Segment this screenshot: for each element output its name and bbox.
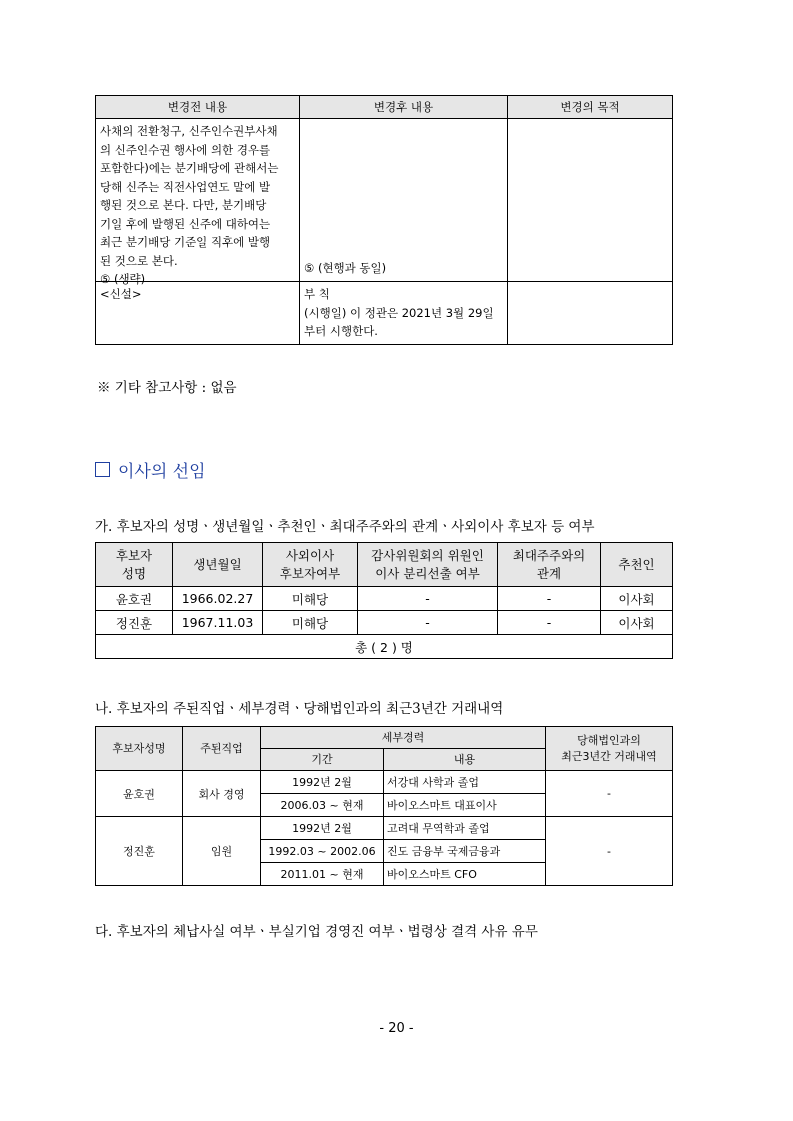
section-heading xyxy=(95,457,206,482)
header-birth: 생년월일 xyxy=(173,543,263,587)
cell-audit: - xyxy=(358,611,498,635)
after-content-cell xyxy=(300,119,508,282)
header-content: 내용 xyxy=(384,749,546,771)
career-period: 1992년 2월 xyxy=(261,817,384,840)
reference-note: ※ 기타 참고사항 : 없음 xyxy=(97,380,237,396)
cell-recommender: 이사회 xyxy=(601,611,673,635)
header-outside-director: 사외이사 후보자여부 xyxy=(263,543,358,587)
career-period: 2006.03 ~ 현재 xyxy=(261,794,384,817)
header-career: 세부경력 xyxy=(261,727,546,749)
career-job-1: 회사 경영 xyxy=(183,771,261,817)
cell-outside: 미해당 xyxy=(263,587,358,611)
checkbox-square-icon xyxy=(95,462,110,477)
header-after: 변경후 내용 xyxy=(300,96,508,119)
career-period: 2011.01 ~ 현재 xyxy=(261,863,384,886)
career-content: 고려대 무역학과 졸업 xyxy=(384,817,546,840)
cell-name: 윤호권 xyxy=(96,587,173,611)
table-row xyxy=(96,817,673,840)
purpose-cell-2 xyxy=(508,282,673,345)
total-count: 총 ( 2 ) 명 xyxy=(96,635,673,659)
career-job-2: 임원 xyxy=(183,817,261,886)
cell-birth: 1966.02.27 xyxy=(173,587,263,611)
header-transactions: 당해법인과의 최근3년간 거래내역 xyxy=(546,727,673,771)
cell-recommender: 이사회 xyxy=(601,587,673,611)
career-name-1: 윤호권 xyxy=(96,771,183,817)
career-deal-2: - xyxy=(546,817,673,886)
cell-outside: 미해당 xyxy=(263,611,358,635)
purpose-cell xyxy=(508,119,673,282)
before-item-5: ⑤ (생략) xyxy=(100,272,146,286)
cell-audit: - xyxy=(358,587,498,611)
table-row xyxy=(96,587,673,611)
after-item-5: ⑤ (현행과 동일) xyxy=(304,260,387,275)
header-before: 변경전 내용 xyxy=(96,96,300,119)
header-main-job: 주된직업 xyxy=(183,727,261,771)
before-text: 사채의 전환청구, 신주인수권부사채 의 신주인수권 행사에 의한 경우를 포함한다)에는 분기배당에 관해서는 당해 신주는 직전사업연도 말에 발 행된 것으로 본다. 다만, 분기배당 기일 후에 발행된 신주에 대하여는 최근 분기배당 기준일 직후에 발행 된 것으로 본다. xyxy=(100,124,279,268)
table-row xyxy=(96,611,673,635)
cell-birth: 1967.11.03 xyxy=(173,611,263,635)
candidates-table xyxy=(95,542,673,659)
cell-name: 정진훈 xyxy=(96,611,173,635)
career-content: 서강대 사학과 졸업 xyxy=(384,771,546,794)
section-title: 이사의 선임 xyxy=(118,462,206,482)
amendment-table xyxy=(95,95,673,345)
addendum-cell: 부 칙 (시행일) 이 정관은 2021년 3월 29일 부터 시행한다. xyxy=(300,282,508,345)
career-table xyxy=(95,726,673,886)
career-deal-1: - xyxy=(546,771,673,817)
career-content: 바이오스마트 대표이사 xyxy=(384,794,546,817)
header-recommender: 추천인 xyxy=(601,543,673,587)
before-content-cell xyxy=(96,119,300,286)
page-number: - 20 - xyxy=(379,1021,414,1036)
header-audit-committee: 감사위원회의 위원인 이사 분리선출 여부 xyxy=(358,543,498,587)
subsection-a-title: 가. 후보자의 성명ㆍ생년월일ㆍ추천인ㆍ최대주주와의 관계ㆍ사외이사 후보자 등 여부 xyxy=(95,519,595,535)
table-row xyxy=(96,771,673,794)
subsection-c-title: 다. 후보자의 체납사실 여부ㆍ부실기업 경영진 여부ㆍ법령상 결격 사유 유무 xyxy=(95,924,538,940)
header-relation: 최대주주와의 관계 xyxy=(498,543,601,587)
header-purpose: 변경의 목적 xyxy=(508,96,673,119)
cell-relation: - xyxy=(498,611,601,635)
career-name-2: 정진훈 xyxy=(96,817,183,886)
header-name: 후보자 성명 xyxy=(96,543,173,587)
career-content: 바이오스마트 CFO xyxy=(384,863,546,886)
before-new-cell: <신설> xyxy=(96,282,300,345)
subsection-b-title: 나. 후보자의 주된직업ㆍ세부경력ㆍ당해법인과의 최근3년간 거래내역 xyxy=(95,701,504,717)
career-period: 1992.03 ~ 2002.06 xyxy=(261,840,384,863)
cell-relation: - xyxy=(498,587,601,611)
header-candidate-name: 후보자성명 xyxy=(96,727,183,771)
career-content: 진도 금융부 국제금융과 xyxy=(384,840,546,863)
career-period: 1992년 2월 xyxy=(261,771,384,794)
header-period: 기간 xyxy=(261,749,384,771)
